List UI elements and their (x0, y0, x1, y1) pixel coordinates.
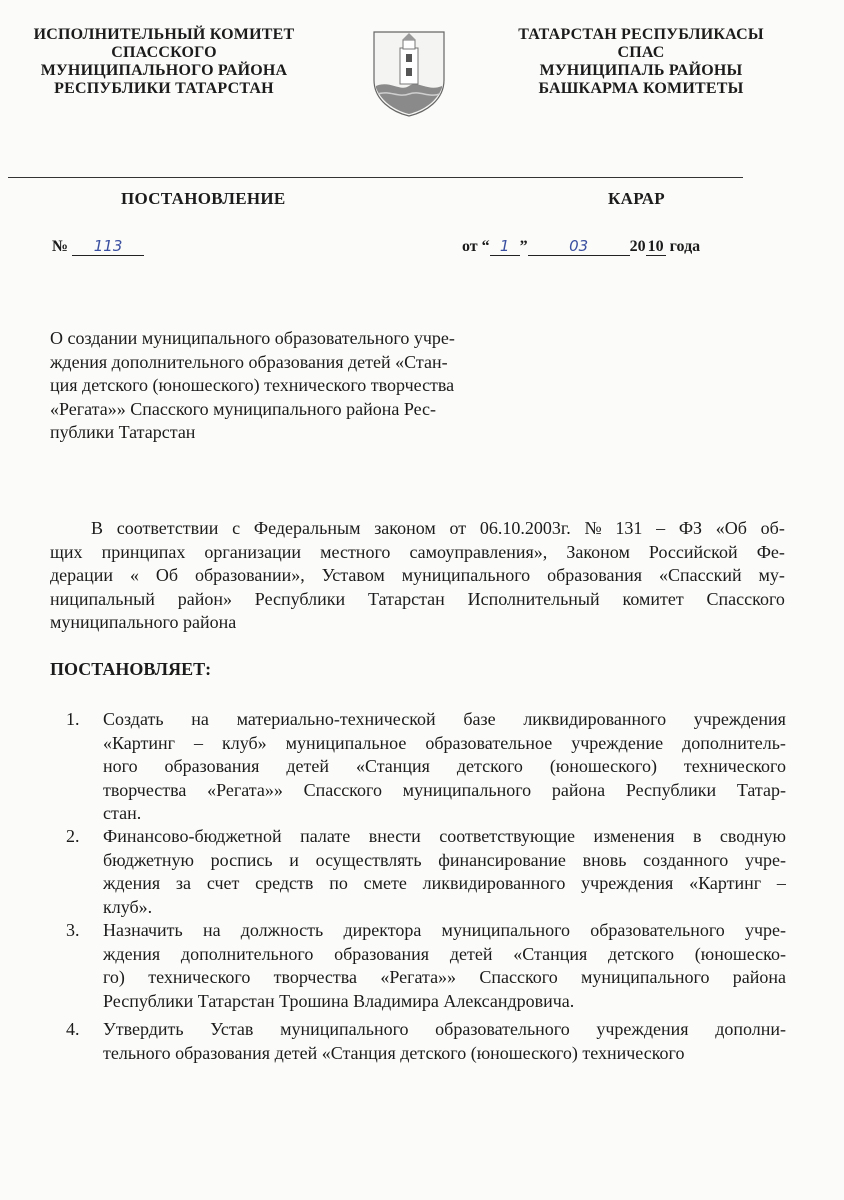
word: организации (204, 541, 302, 562)
word: (юношеско- (694, 943, 786, 964)
word: «Станция (355, 756, 430, 776)
coat-of-arms-icon (370, 28, 448, 118)
word: учреждения (596, 1019, 689, 1039)
word: № (584, 518, 602, 538)
word: детского (608, 943, 675, 964)
word: созданного (643, 849, 729, 870)
header-divider (8, 177, 743, 178)
word: материально-технической (236, 709, 436, 729)
word: сводную (719, 826, 786, 846)
header-right-line: БАШКАРМА КОМИТЕТЫ (538, 80, 744, 97)
decree-item (66, 919, 786, 1013)
word: образования (547, 565, 643, 585)
decree-item (66, 825, 786, 919)
word: соответствии (116, 518, 219, 538)
word: об- (760, 518, 785, 538)
word: му- (758, 565, 785, 585)
word: учре- (744, 920, 786, 940)
item-line (103, 966, 786, 990)
word: района (732, 967, 786, 987)
word: самоуправления», (409, 541, 548, 562)
word: «Картинг (689, 873, 762, 893)
word: базе (463, 709, 496, 729)
decree-item (66, 1018, 786, 1065)
preamble-line (50, 541, 785, 565)
word: Создать (103, 709, 164, 729)
word: палате (300, 826, 351, 846)
item-line: стан. (103, 803, 142, 823)
word: учреждения (693, 709, 786, 729)
word: образовательного (435, 1019, 570, 1039)
preamble-line (50, 588, 785, 612)
word: 06.10.2003г. (479, 518, 571, 538)
word: дополнитель- (682, 732, 786, 753)
word: финансирование (438, 849, 566, 870)
word: ждения (103, 943, 161, 964)
word: щих (50, 541, 83, 562)
item-number: 1. (66, 709, 80, 729)
word: муниципального (441, 920, 571, 940)
word: Законом (566, 541, 630, 562)
header-left-block (14, 26, 314, 98)
word: дополнительного (180, 943, 314, 964)
word: – (194, 732, 204, 753)
word: муниципальное (285, 732, 407, 753)
word: «Об (715, 518, 747, 538)
word: образовании», (194, 565, 305, 585)
word: Федеральным (253, 518, 361, 538)
word: законом (374, 518, 436, 538)
word: счет (206, 873, 240, 893)
word: ликвидированного (422, 873, 566, 893)
word: местного (320, 541, 391, 562)
header-left-line: МУНИЦИПАЛЬНОГО РАЙОНА (40, 62, 288, 79)
subject-line: ждения дополнительного образования детей «Стан- (50, 351, 448, 372)
word: В (91, 518, 104, 538)
doc-number (52, 238, 144, 256)
item-line (103, 1018, 786, 1042)
word: Фе- (756, 541, 785, 562)
item-line (103, 779, 786, 803)
doc-title-tt: КАРАР (608, 189, 665, 208)
word: муниципального (581, 967, 710, 987)
item-line (103, 755, 786, 779)
word: Исполнительный (467, 588, 600, 609)
word: средств (255, 873, 314, 893)
number-prefix: № (52, 238, 69, 255)
word: «Спасский (658, 565, 742, 585)
item-number: 3. (66, 920, 80, 940)
word: Татар- (736, 779, 786, 800)
preamble-line (50, 564, 785, 588)
word: детей (286, 756, 330, 776)
word: Спасского (479, 967, 558, 987)
item-line (103, 919, 786, 943)
word: от (449, 518, 467, 538)
item-line (103, 732, 786, 756)
word: соответствующие (439, 826, 575, 846)
date-day: 1 (490, 238, 520, 256)
word: бюджетную (103, 849, 194, 870)
date-suffix: года (669, 238, 701, 255)
item-line (103, 943, 786, 967)
date-year-suffix: 10 (647, 238, 664, 255)
item-number: 2. (66, 826, 80, 846)
header-right-block (506, 26, 776, 98)
word: на (191, 709, 209, 729)
preamble-line: муниципального района (50, 612, 237, 632)
word: детского (456, 756, 523, 776)
word: Татарстан (367, 588, 445, 609)
subject-line: ция детского (юношеского) технического творчества (50, 375, 455, 395)
item-line (103, 708, 786, 732)
word: с (232, 518, 241, 538)
item-line: тельного образования детей «Станция детского (юношеского) технического (103, 1042, 685, 1063)
word: комитет (622, 588, 684, 609)
word: осуществлять (315, 849, 422, 870)
word: внести (368, 826, 421, 846)
header-left-line: ИСПОЛНИТЕЛЬНЫЙ КОМИТЕТ (33, 26, 295, 43)
word: должность (240, 920, 324, 940)
word: – (776, 873, 786, 893)
word: по (329, 873, 348, 893)
header-right-line: МУНИЦИПАЛЬ РАЙОНЫ (539, 62, 743, 79)
date-prefix: от (462, 238, 478, 255)
decree-item (66, 708, 786, 826)
item-line: Республики Татарстан Трошина Владимира Александровича. (103, 990, 575, 1011)
subject-line: О создании муниципального образовательного учре- (50, 328, 455, 348)
word: « (129, 565, 139, 585)
word: муниципального (280, 1019, 409, 1039)
word: – (656, 518, 666, 538)
word: Назначить (103, 920, 183, 940)
word: района (551, 779, 606, 800)
word: Спасского (706, 588, 785, 609)
word: дополни- (715, 1019, 786, 1039)
word: образования (334, 943, 430, 964)
subject-line: публики Татарстан (50, 422, 196, 442)
doc-date (462, 238, 700, 256)
item-line (103, 872, 786, 896)
word: район» (177, 588, 232, 609)
word: роспись (210, 849, 273, 870)
word: образовательное (425, 732, 553, 753)
decree-heading: ПОСТАНОВЛЯЕТ: (50, 659, 212, 679)
word: Устав (210, 1019, 254, 1039)
word: Утвердить (103, 1019, 184, 1039)
date-close-quote: ” (519, 238, 528, 255)
header-left-line: СПАССКОГО (111, 44, 217, 61)
word: изменения (593, 826, 675, 846)
header-left-line: РЕСПУБЛИКИ ТАТАРСТАН (54, 80, 274, 97)
word: детей (449, 943, 493, 964)
word: го) (103, 967, 125, 987)
word: ликвидированного (523, 709, 667, 729)
word: технического (148, 967, 251, 987)
word: в (692, 826, 702, 846)
word: учреждения (581, 873, 674, 893)
word: клуб» (222, 732, 267, 753)
word: и (289, 849, 299, 870)
doc-preamble (50, 517, 785, 635)
word: «Станция (513, 943, 588, 964)
doc-title-ru: ПОСТАНОВЛЕНИЕ (121, 189, 286, 208)
word: на (202, 920, 221, 940)
word: Спасского (303, 779, 382, 800)
word: вновь (582, 849, 627, 870)
preamble-line (50, 517, 785, 541)
date-year-prefix: 20 (629, 238, 646, 255)
word: ниципальный (50, 588, 155, 609)
word: (юношеского) (549, 756, 657, 776)
word: творчества (273, 967, 358, 987)
word: ФЗ (678, 518, 703, 538)
item-line (103, 825, 786, 849)
subject-line: «Регата»» Спасского муниципального района Рес- (50, 398, 437, 419)
word: за (175, 873, 192, 893)
item-line (103, 849, 786, 873)
number-value: 113 (72, 238, 144, 256)
word: «Картинг (103, 732, 176, 753)
item-line: клуб». (103, 896, 153, 917)
word: муниципального (402, 779, 532, 800)
word: образования (164, 756, 260, 776)
doc-subject (50, 327, 520, 445)
word: Республики (625, 779, 717, 800)
word: дерации (50, 565, 114, 585)
word: Об (155, 565, 179, 585)
word: муниципального (401, 565, 531, 585)
word: 131 (615, 518, 643, 538)
header-right-line: ТАТАРСТАН РЕСПУБЛИКАСЫ (518, 26, 764, 43)
word: Финансово-бюджетной (103, 826, 282, 846)
word: творчества (103, 779, 187, 800)
word: смете (363, 873, 407, 893)
header-right-line: СПАС (617, 44, 665, 61)
word: образовательного (590, 920, 725, 940)
date-open-quote: “ (481, 238, 490, 255)
word: учре- (744, 849, 786, 870)
word: «Регата»» (207, 779, 283, 800)
word: технического (683, 756, 786, 776)
word: директора (343, 920, 422, 940)
date-month: 03 (528, 238, 630, 256)
word: принципах (101, 541, 186, 562)
word: «Регата»» (380, 967, 457, 987)
item-number: 4. (66, 1019, 80, 1039)
word: Российской (648, 541, 738, 562)
word: учреждение (571, 732, 664, 753)
word: ждения (103, 873, 161, 893)
word: Республики (254, 588, 346, 609)
word: ного (103, 756, 138, 776)
word: Уставом (321, 565, 385, 585)
